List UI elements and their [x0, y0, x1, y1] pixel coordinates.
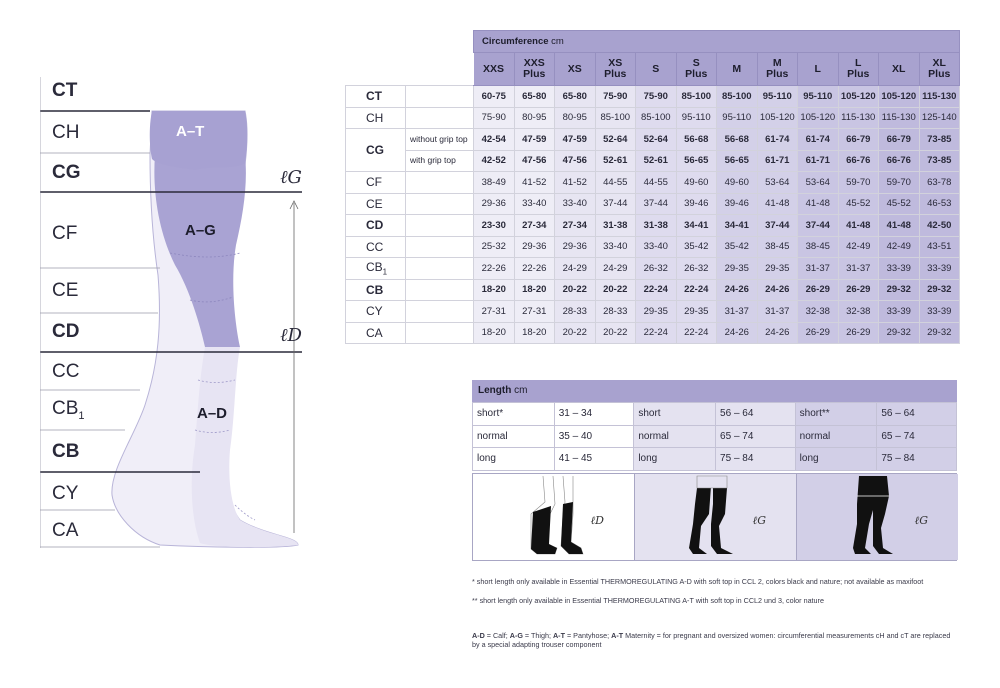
- table-row: [346, 172, 960, 194]
- level-ch: CH: [52, 122, 80, 143]
- footnote-2: ** short length only available in Essential THERMOREGULATING A-T with soft top in CCL2 und 3, color nature: [472, 596, 824, 605]
- level-cy: CY: [52, 483, 79, 504]
- table-cell: 95-110: [757, 86, 798, 108]
- size-header: XS: [555, 53, 596, 86]
- table-cell: 47-59: [514, 129, 555, 151]
- table-row: [473, 425, 957, 448]
- table-cell: 105-120: [838, 86, 879, 108]
- row-label: CY: [346, 301, 406, 323]
- table-row: [346, 86, 960, 108]
- row-label: CF: [346, 172, 406, 194]
- table-cell: 22-24: [636, 322, 677, 344]
- table-cell: 65-80: [555, 86, 596, 108]
- table-cell: 37-44: [798, 215, 839, 237]
- table-cell: 65 – 74: [716, 425, 796, 448]
- table-cell: 75 – 84: [877, 448, 957, 471]
- table-cell: 31-37: [757, 301, 798, 323]
- level-cb: CB: [52, 441, 80, 462]
- length-table: [472, 402, 957, 471]
- table-cell: 29-35: [676, 301, 717, 323]
- table-cell: 22-26: [514, 258, 555, 280]
- table-cell: 38-49: [474, 172, 515, 194]
- table-cell: 56-68: [676, 129, 717, 151]
- size-header: M Plus: [757, 53, 798, 86]
- table-cell: 115-130: [919, 86, 960, 108]
- table-cell: 41-48: [879, 215, 920, 237]
- table-cell: 31-38: [595, 215, 636, 237]
- table-cell: 22-26: [474, 258, 515, 280]
- table-cell: 95-110: [676, 107, 717, 129]
- table-cell: 105-120: [757, 107, 798, 129]
- table-cell: 65-80: [514, 86, 555, 108]
- table-cell: 26-29: [798, 279, 839, 301]
- table-cell: 49-60: [717, 172, 758, 194]
- level-ct: CT: [52, 80, 78, 101]
- pantyhose-icon: [797, 474, 958, 560]
- table-cell: 26-29: [838, 279, 879, 301]
- table-cell: 66-76: [838, 150, 879, 172]
- table-cell: 105-120: [879, 86, 920, 108]
- table-cell: 26-29: [798, 322, 839, 344]
- table-row: [346, 301, 960, 323]
- table-cell: 29-35: [636, 301, 677, 323]
- table-cell: short**: [795, 403, 877, 426]
- table-cell: 43-51: [919, 236, 960, 258]
- table-cell: 115-130: [879, 107, 920, 129]
- table-cell: long: [795, 448, 877, 471]
- table-cell: 27-34: [555, 215, 596, 237]
- table-cell: 56-68: [717, 129, 758, 151]
- table-cell: 18-20: [474, 279, 515, 301]
- row-label: CT: [346, 86, 406, 108]
- table-cell: 27-31: [474, 301, 515, 323]
- table-cell: 66-79: [879, 129, 920, 151]
- table-cell: normal: [795, 425, 877, 448]
- row-sublabel: [406, 236, 474, 258]
- leg-illustration: [40, 75, 320, 550]
- table-cell: 73-85: [919, 129, 960, 151]
- row-sublabel: [406, 258, 474, 280]
- zone-ag-label: A–G: [185, 222, 216, 239]
- table-cell: 31 – 34: [554, 403, 634, 426]
- size-header: L: [798, 53, 839, 86]
- table-cell: 42-52: [474, 150, 515, 172]
- table-row: [473, 403, 957, 426]
- measure-d-label: ℓD: [280, 325, 302, 346]
- table-cell: 34-41: [676, 215, 717, 237]
- table-cell: 33-39: [919, 301, 960, 323]
- table-cell: 66-79: [838, 129, 879, 151]
- row-label: CC: [346, 236, 406, 258]
- table-cell: 75-90: [595, 86, 636, 108]
- table-row: [346, 150, 960, 172]
- level-cd: CD: [52, 321, 80, 342]
- row-label: CG: [346, 129, 406, 172]
- table-cell: long: [634, 448, 716, 471]
- size-header: L Plus: [838, 53, 879, 86]
- picture-calf-label: ℓD: [590, 514, 604, 527]
- picture-thigh-label: ℓG: [752, 514, 766, 527]
- table-cell: 22-24: [676, 322, 717, 344]
- table-cell: 26-29: [838, 322, 879, 344]
- table-row: [346, 258, 960, 280]
- table-cell: 33-40: [636, 236, 677, 258]
- row-sublabel: [406, 107, 474, 129]
- row-label: $CB_1$: [346, 258, 406, 280]
- table-cell: 80-95: [514, 107, 555, 129]
- table-cell: 33-40: [595, 236, 636, 258]
- table-cell: 52-64: [636, 129, 677, 151]
- size-header: XXS: [474, 53, 515, 86]
- table-cell: 56-65: [676, 150, 717, 172]
- table-cell: 34-41: [717, 215, 758, 237]
- table-cell: 41-52: [555, 172, 596, 194]
- table-row: [346, 236, 960, 258]
- size-header: XL Plus: [919, 53, 960, 86]
- table-cell: 42-49: [879, 236, 920, 258]
- table-cell: 56-65: [717, 150, 758, 172]
- table-cell: 29-32: [879, 322, 920, 344]
- table-cell: 85-100: [636, 107, 677, 129]
- table-cell: 47-56: [514, 150, 555, 172]
- measure-g-label: ℓG: [280, 167, 302, 188]
- table-cell: 37-44: [636, 193, 677, 215]
- row-label: CB: [346, 279, 406, 301]
- table-cell: 29-36: [474, 193, 515, 215]
- table-cell: 41-48: [838, 215, 879, 237]
- abbreviation-legend: A-D = Calf; A-G = Thigh; A-T = Pantyhose; A-T Maternity = for pregnant and oversized women: circumferential measurements cH and cT are replaced by a special adapting trouser component: [472, 631, 951, 649]
- level-cf: CF: [52, 223, 78, 244]
- table-cell: 27-34: [514, 215, 555, 237]
- table-cell: 63-78: [919, 172, 960, 194]
- table-cell: 24-26: [757, 279, 798, 301]
- table-cell: 33-40: [514, 193, 555, 215]
- table-cell: 23-30: [474, 215, 515, 237]
- table-cell: 20-22: [555, 322, 596, 344]
- table-cell: 45-52: [879, 193, 920, 215]
- table-cell: 29-32: [919, 322, 960, 344]
- size-header: XS Plus: [595, 53, 636, 86]
- picture-pantyhose: [797, 474, 958, 560]
- row-sublabel: [406, 215, 474, 237]
- leg-diagram: [40, 75, 320, 550]
- table-cell: 60-75: [474, 86, 515, 108]
- table-cell: 22-24: [676, 279, 717, 301]
- table-cell: 20-22: [595, 279, 636, 301]
- table-cell: 24-29: [555, 258, 596, 280]
- level-cb1: $CB_1$: [52, 398, 85, 422]
- table-cell: 33-40: [555, 193, 596, 215]
- table-cell: normal: [473, 425, 555, 448]
- table-cell: 41-48: [798, 193, 839, 215]
- table-cell: long: [473, 448, 555, 471]
- row-label: CD: [346, 215, 406, 237]
- table-cell: 47-59: [555, 129, 596, 151]
- table-cell: 56 – 64: [716, 403, 796, 426]
- picture-pantyhose-label: ℓG: [914, 514, 928, 527]
- table-cell: 46-53: [919, 193, 960, 215]
- level-cc: CC: [52, 361, 80, 382]
- table-cell: 61-74: [798, 129, 839, 151]
- level-ce: CE: [52, 280, 79, 301]
- table-cell: 75 – 84: [716, 448, 796, 471]
- table-cell: 85-100: [595, 107, 636, 129]
- table-cell: 39-46: [676, 193, 717, 215]
- table-cell: 80-95: [555, 107, 596, 129]
- table-cell: 53-64: [757, 172, 798, 194]
- table-cell: 53-64: [798, 172, 839, 194]
- size-header: M: [717, 53, 758, 86]
- table-cell: 29-32: [879, 279, 920, 301]
- level-ca: CA: [52, 520, 79, 541]
- calf-stocking-icon: [473, 474, 634, 560]
- table-cell: 45-52: [838, 193, 879, 215]
- table-cell: 61-71: [798, 150, 839, 172]
- table-cell: 115-130: [838, 107, 879, 129]
- table-cell: 85-100: [717, 86, 758, 108]
- table-row: [346, 279, 960, 301]
- row-sublabel: [406, 322, 474, 344]
- table-cell: 42-54: [474, 129, 515, 151]
- table-cell: 41 – 45: [554, 448, 634, 471]
- table-cell: 49-60: [676, 172, 717, 194]
- table-cell: 24-29: [595, 258, 636, 280]
- table-cell: short: [634, 403, 716, 426]
- table-cell: short*: [473, 403, 555, 426]
- table-cell: 125-140: [919, 107, 960, 129]
- table-row: [346, 129, 960, 151]
- table-cell: 85-100: [676, 86, 717, 108]
- table-cell: 44-55: [636, 172, 677, 194]
- table-cell: 35-42: [717, 236, 758, 258]
- table-cell: 32-38: [798, 301, 839, 323]
- table-cell: 37-44: [595, 193, 636, 215]
- size-header: XXS Plus: [514, 53, 555, 86]
- table-cell: 59-70: [838, 172, 879, 194]
- table-cell: 95-110: [717, 107, 758, 129]
- table-cell: 47-56: [555, 150, 596, 172]
- table-cell: 65 – 74: [877, 425, 957, 448]
- table-cell: 42-50: [919, 215, 960, 237]
- table-cell: 33-39: [879, 301, 920, 323]
- table-cell: 29-35: [757, 258, 798, 280]
- table-cell: 31-37: [838, 258, 879, 280]
- table-cell: 18-20: [514, 322, 555, 344]
- table-cell: 24-26: [717, 279, 758, 301]
- table-cell: 24-26: [757, 322, 798, 344]
- table-row: [346, 193, 960, 215]
- table-cell: 41-52: [514, 172, 555, 194]
- row-sublabel: [406, 86, 474, 108]
- table-cell: 22-24: [636, 279, 677, 301]
- table-cell: 61-74: [757, 129, 798, 151]
- table-cell: 31-38: [636, 215, 677, 237]
- table-cell: 39-46: [717, 193, 758, 215]
- table-cell: 18-20: [474, 322, 515, 344]
- table-cell: 33-39: [919, 258, 960, 280]
- table-cell: 28-33: [555, 301, 596, 323]
- circumference-table: [345, 30, 960, 344]
- table-row: [346, 107, 960, 129]
- row-sublabel: [406, 301, 474, 323]
- zone-ad-label: A–D: [197, 405, 228, 422]
- table-cell: normal: [634, 425, 716, 448]
- table-cell: 31-37: [798, 258, 839, 280]
- row-sublabel: [406, 172, 474, 194]
- picture-calf: [473, 474, 635, 560]
- footnote-1: * short length only available in Essential THERMOREGULATING A-D with soft top in CCL 2, colors black and nature; not available as maxifoot: [472, 577, 924, 586]
- table-cell: 29-35: [717, 258, 758, 280]
- table-cell: 31-37: [717, 301, 758, 323]
- table-cell: 18-20: [514, 279, 555, 301]
- table-cell: 105-120: [798, 107, 839, 129]
- table-cell: 25-32: [474, 236, 515, 258]
- table-cell: 29-36: [555, 236, 596, 258]
- table-cell: 52-64: [595, 129, 636, 151]
- zone-at-label: A–T: [176, 123, 205, 140]
- table-cell: 66-76: [879, 150, 920, 172]
- table-cell: 28-33: [595, 301, 636, 323]
- table-cell: 73-85: [919, 150, 960, 172]
- table-cell: 35-42: [676, 236, 717, 258]
- row-sublabel: [406, 193, 474, 215]
- circumference-title: Circumference cm: [474, 31, 960, 53]
- size-header: S: [636, 53, 677, 86]
- table-cell: 75-90: [474, 107, 515, 129]
- row-sublabel: with grip top: [406, 150, 474, 172]
- table-cell: 26-32: [636, 258, 677, 280]
- length-section: [472, 380, 957, 471]
- table-cell: 32-38: [838, 301, 879, 323]
- table-cell: 75-90: [636, 86, 677, 108]
- table-cell: 37-44: [757, 215, 798, 237]
- row-sublabel: [406, 279, 474, 301]
- length-title: Length cm: [472, 380, 957, 402]
- thigh-stocking-icon: [635, 474, 796, 560]
- size-header: S Plus: [676, 53, 717, 86]
- table-cell: 20-22: [595, 322, 636, 344]
- table-cell: 61-71: [757, 150, 798, 172]
- table-cell: 95-110: [798, 86, 839, 108]
- table-cell: 20-22: [555, 279, 596, 301]
- table-cell: 29-36: [514, 236, 555, 258]
- table-row: [346, 215, 960, 237]
- picture-thigh: [635, 474, 797, 560]
- table-cell: 42-49: [838, 236, 879, 258]
- table-cell: 38-45: [757, 236, 798, 258]
- spacer: [346, 53, 474, 86]
- table-cell: 41-48: [757, 193, 798, 215]
- length-pictures: [472, 473, 957, 561]
- table-cell: 29-32: [919, 279, 960, 301]
- table-cell: 27-31: [514, 301, 555, 323]
- row-sublabel: without grip top: [406, 129, 474, 151]
- table-row: [473, 448, 957, 471]
- table-cell: 38-45: [798, 236, 839, 258]
- table-cell: 35 – 40: [554, 425, 634, 448]
- spacer: [346, 31, 474, 53]
- table-cell: 52-61: [636, 150, 677, 172]
- level-cg: CG: [52, 162, 81, 183]
- table-cell: 56 – 64: [877, 403, 957, 426]
- table-cell: 26-32: [676, 258, 717, 280]
- table-cell: 52-61: [595, 150, 636, 172]
- table-cell: 44-55: [595, 172, 636, 194]
- table-cell: 59-70: [879, 172, 920, 194]
- table-row: [346, 322, 960, 344]
- table-cell: 24-26: [717, 322, 758, 344]
- row-label: CH: [346, 107, 406, 129]
- row-label: CA: [346, 322, 406, 344]
- row-label: CE: [346, 193, 406, 215]
- size-header: XL: [879, 53, 920, 86]
- table-cell: 33-39: [879, 258, 920, 280]
